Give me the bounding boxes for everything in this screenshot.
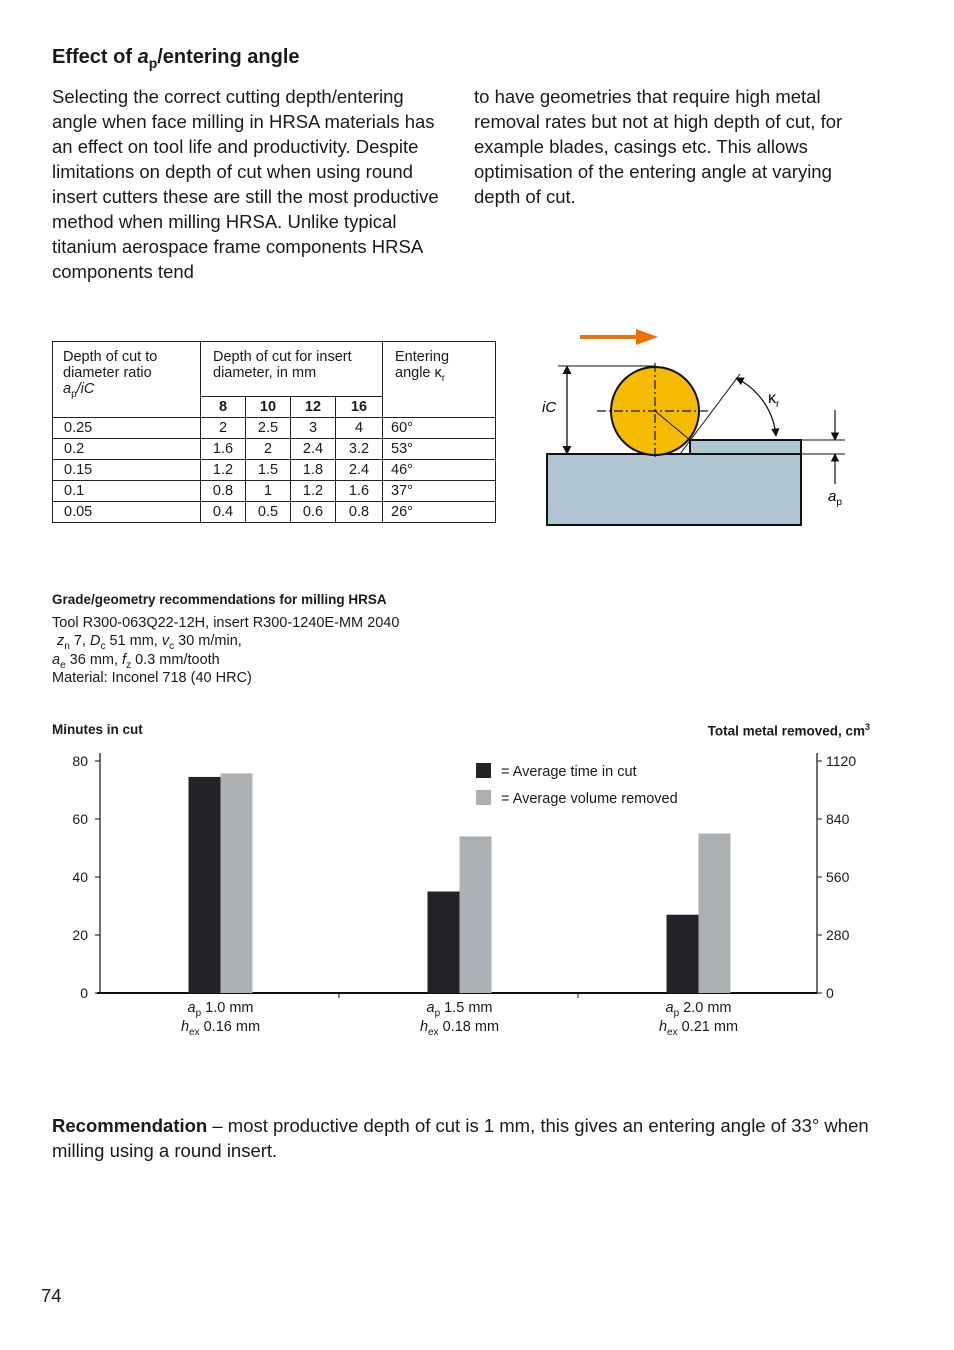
table-cell: 2 — [201, 418, 246, 439]
bar-chart — [40, 745, 900, 1045]
table-cell-angle: 60° — [383, 418, 496, 439]
table-cell-ratio: 0.2 — [53, 439, 201, 460]
table-cell: 2.4 — [291, 439, 336, 460]
table-cell: 1.6 — [336, 481, 383, 502]
spec-title: Grade/geometry recommendations for milling HRSA — [52, 592, 387, 607]
table-row — [53, 418, 496, 439]
category-label-hex: $h_{ex}$ 0.21 mm — [658, 1019, 739, 1038]
time-in-cut-bar — [667, 915, 699, 993]
right-tick-label: 560 — [826, 869, 850, 885]
table-cell-angle: 26° — [383, 502, 496, 523]
legend-swatch — [476, 790, 491, 805]
table-cell: 1.5 — [246, 460, 291, 481]
table-cell: 1 — [246, 481, 291, 502]
table-size-10: 10 — [246, 397, 291, 418]
table-cell: 4 — [336, 418, 383, 439]
recommendation-text: Recommendation – most productive depth of cut is 1 mm, this gives an entering angle of 33° when milling using a round insert. — [52, 1115, 869, 1161]
volume-removed-bar — [699, 834, 731, 994]
right-tick-label: 280 — [826, 927, 850, 943]
table-cell-ratio: 0.1 — [53, 481, 201, 502]
workpiece-uncut-layer — [690, 440, 801, 454]
chart-right-axis-title: Total metal removed, $cm^3$ — [707, 722, 870, 739]
right-tick-label: 840 — [826, 811, 850, 827]
legend-label: = Average volume removed — [501, 791, 678, 807]
body-paragraph-col1: Selecting the correct cutting depth/entering angle when face milling in HRSA materials has an effect on tool life and productivity. Despite limitations on depth of cut when using round insert cutters these are still the most productive method when milling HRSA. Unlike typical titanium aerospace frame components HRSA components tend — [52, 86, 439, 282]
legend-swatch — [476, 763, 491, 778]
volume-removed-bar — [460, 836, 492, 993]
table-cell: 2.5 — [246, 418, 291, 439]
right-tick-label: 0 — [826, 985, 834, 1001]
table-cell: 3.2 — [336, 439, 383, 460]
left-tick-label: 20 — [72, 927, 88, 943]
table-cell-angle: 53° — [383, 439, 496, 460]
table-cell: 1.2 — [291, 481, 336, 502]
time-in-cut-bar — [189, 777, 221, 993]
table-cell-angle: 37° — [383, 481, 496, 502]
category-label-ap: $a_p$ 2.0 mm — [665, 1000, 732, 1019]
spec-cutting-data-line2: $a_e$ 36 mm, $f_z$ 0.3 mm/tooth — [52, 652, 220, 671]
chart-left-axis-title: Minutes in cut — [52, 722, 143, 737]
spec-cutting-data-line1: $z_n$ 7, $D_c$ 51 mm, $v_c$ 30 m/min, — [57, 633, 242, 652]
table-cell-ratio: 0.25 — [53, 418, 201, 439]
table-row — [53, 481, 496, 502]
table-cell: 1.2 — [201, 460, 246, 481]
body-paragraph-col2: to have geometries that require high metal removal rates but not at high depth of cut, for example blades, casings etc. This allows optimisation of the entering angle at varying depth of cut. — [474, 86, 843, 207]
table-cell: 0.6 — [291, 502, 336, 523]
kappa-label: $\kappa_r$ — [768, 390, 780, 410]
table-cell: 0.8 — [336, 502, 383, 523]
table-size-16: 16 — [336, 397, 383, 418]
left-tick-label: 0 — [80, 985, 88, 1001]
workpiece-block — [547, 454, 801, 525]
table-cell: 1.8 — [291, 460, 336, 481]
category-label-hex: $h_{ex}$ 0.16 mm — [180, 1019, 261, 1038]
feed-arrow-icon — [580, 329, 658, 345]
spec-tool-line: Tool R300-063Q22-12H, insert R300-1240E-MM 2040 — [52, 615, 400, 631]
table-cell-angle: 46° — [383, 460, 496, 481]
table-cell: 3 — [291, 418, 336, 439]
table-cell: 0.4 — [201, 502, 246, 523]
table-header-depth: Depth of cut for insert diameter, in mm — [201, 342, 383, 397]
page-number: 74 — [41, 1285, 62, 1306]
volume-removed-bar — [221, 773, 253, 993]
category-label-ap: $a_p$ 1.5 mm — [426, 1000, 493, 1019]
round-insert-diagram — [530, 320, 860, 540]
table-cell: 2.4 — [336, 460, 383, 481]
table-row — [53, 460, 496, 481]
depth-of-cut-table — [52, 341, 496, 523]
table-cell: 0.5 — [246, 502, 291, 523]
ic-label: iC — [542, 399, 557, 416]
table-cell: 2 — [246, 439, 291, 460]
section-heading: Effect of $a_p$/entering angle — [52, 46, 300, 71]
category-label-hex: $h_{ex}$ 0.18 mm — [419, 1019, 500, 1038]
table-cell: 1.6 — [201, 439, 246, 460]
time-in-cut-bar — [428, 892, 460, 994]
legend-label: = Average time in cut — [501, 764, 637, 780]
table-size-12: 12 — [291, 397, 336, 418]
table-cell: 0.8 — [201, 481, 246, 502]
left-tick-label: 80 — [72, 753, 88, 769]
ap-label: $a_p$ — [828, 488, 842, 508]
table-cell-ratio: 0.05 — [53, 502, 201, 523]
table-cell-ratio: 0.15 — [53, 460, 201, 481]
spec-material: Material: Inconel 718 (40 HRC) — [52, 670, 252, 686]
table-header-ratio: Depth of cut to diameter ratio $a_p/iC$ — [53, 342, 201, 418]
right-tick-label: 1120 — [826, 753, 857, 769]
table-size-8: 8 — [201, 397, 246, 418]
table-header-angle: Entering angle $\kappa_r$ — [383, 342, 496, 418]
left-tick-label: 60 — [72, 811, 88, 827]
left-tick-label: 40 — [72, 869, 88, 885]
table-row — [53, 502, 496, 523]
table-row — [53, 439, 496, 460]
category-label-ap: $a_p$ 1.0 mm — [187, 1000, 254, 1019]
